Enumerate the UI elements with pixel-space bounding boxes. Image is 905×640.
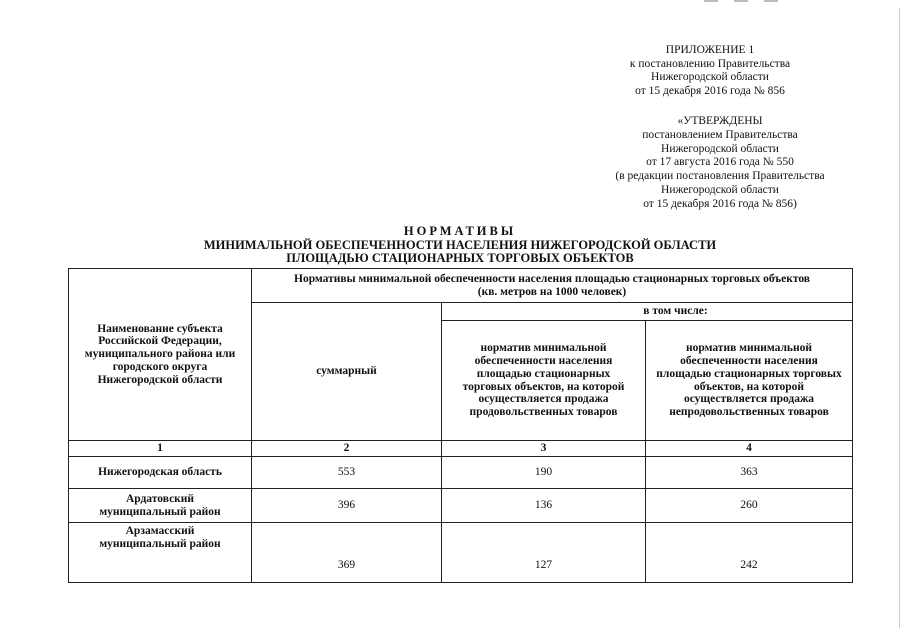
column-number: 4 xyxy=(646,441,853,457)
header-including: в том числе: xyxy=(442,303,853,321)
approved-line: (в редакции постановления Правительства xyxy=(615,170,825,183)
title-line: МИНИМАЛЬНОЙ ОБЕСПЕЧЕННОСТИ НАСЕЛЕНИЯ НИЖЕГОРОДСКОЙ ОБЛАСТИ xyxy=(203,237,717,252)
row-food: 127 xyxy=(442,523,646,583)
norms-table xyxy=(68,268,853,583)
table-row xyxy=(69,523,853,583)
table-row xyxy=(69,457,853,489)
appendix-block xyxy=(560,44,860,98)
approved-line: Нижегородской области xyxy=(661,183,779,196)
row-nonfood: 242 xyxy=(646,523,853,583)
row-name: Нижегородская область xyxy=(69,457,252,489)
row-nonfood: 260 xyxy=(646,489,853,523)
scan-artifact xyxy=(764,0,778,2)
approved-line: постановлением Правительства xyxy=(642,128,798,141)
approved-block xyxy=(570,115,870,212)
column-numbers-row xyxy=(69,441,853,457)
approved-line: от 17 августа 2016 года № 550 xyxy=(646,156,794,169)
appendix-line: Нижегородской области xyxy=(651,71,769,83)
row-food: 190 xyxy=(442,457,646,489)
column-number: 1 xyxy=(69,441,252,457)
row-food: 136 xyxy=(442,489,646,523)
title-line: ПЛОЩАДЬЮ СТАЦИОНАРНЫХ ТОРГОВЫХ ОБЪЕКТОВ xyxy=(286,251,634,265)
title-main: НОРМАТИВЫ xyxy=(403,224,517,238)
header-nonfood: норматив минимальной обеспеченности населения площадью стационарных торговых объектов, на которой осуществляется продажа непродовольственных товаров xyxy=(646,321,853,441)
row-name: Арзамасский муниципальный район xyxy=(69,523,252,583)
header-name-col: Наименование субъекта Российской Федерации, муниципального района или городского округа Нижегородской области xyxy=(69,269,252,441)
approved-line: «УТВЕРЖДЕНЫ xyxy=(677,115,763,127)
row-total: 369 xyxy=(252,523,442,583)
appendix-line: от 15 декабря 2016 года № 856 xyxy=(635,84,785,97)
column-number: 2 xyxy=(252,441,442,457)
scan-artifact xyxy=(734,0,748,2)
row-name: Ардатовский муниципальный район xyxy=(69,489,252,523)
column-number: 3 xyxy=(442,441,646,457)
document-title xyxy=(100,225,820,266)
row-nonfood: 363 xyxy=(646,457,853,489)
header-food: норматив минимальной обеспеченности населения площадью стационарных торговых объектов, на которой осуществляется продажа продовольственных товаров xyxy=(442,321,646,441)
page-edge xyxy=(899,8,900,628)
row-total: 553 xyxy=(252,457,442,489)
appendix-line: ПРИЛОЖЕНИЕ 1 xyxy=(665,44,755,56)
header-group: Нормативы минимальной обеспеченности населения площадью стационарных торговых объектов (кв. метров на 1000 человек) xyxy=(252,269,853,303)
scan-artifact xyxy=(704,0,718,2)
approved-line: Нижегородской области xyxy=(661,142,779,155)
header-row xyxy=(69,269,853,303)
appendix-line: к постановлению Правительства xyxy=(629,57,791,70)
approved-line: от 15 декабря 2016 года № 856) xyxy=(643,197,797,210)
table-row xyxy=(69,489,853,523)
row-total: 396 xyxy=(252,489,442,523)
header-total: суммарный xyxy=(252,303,442,441)
